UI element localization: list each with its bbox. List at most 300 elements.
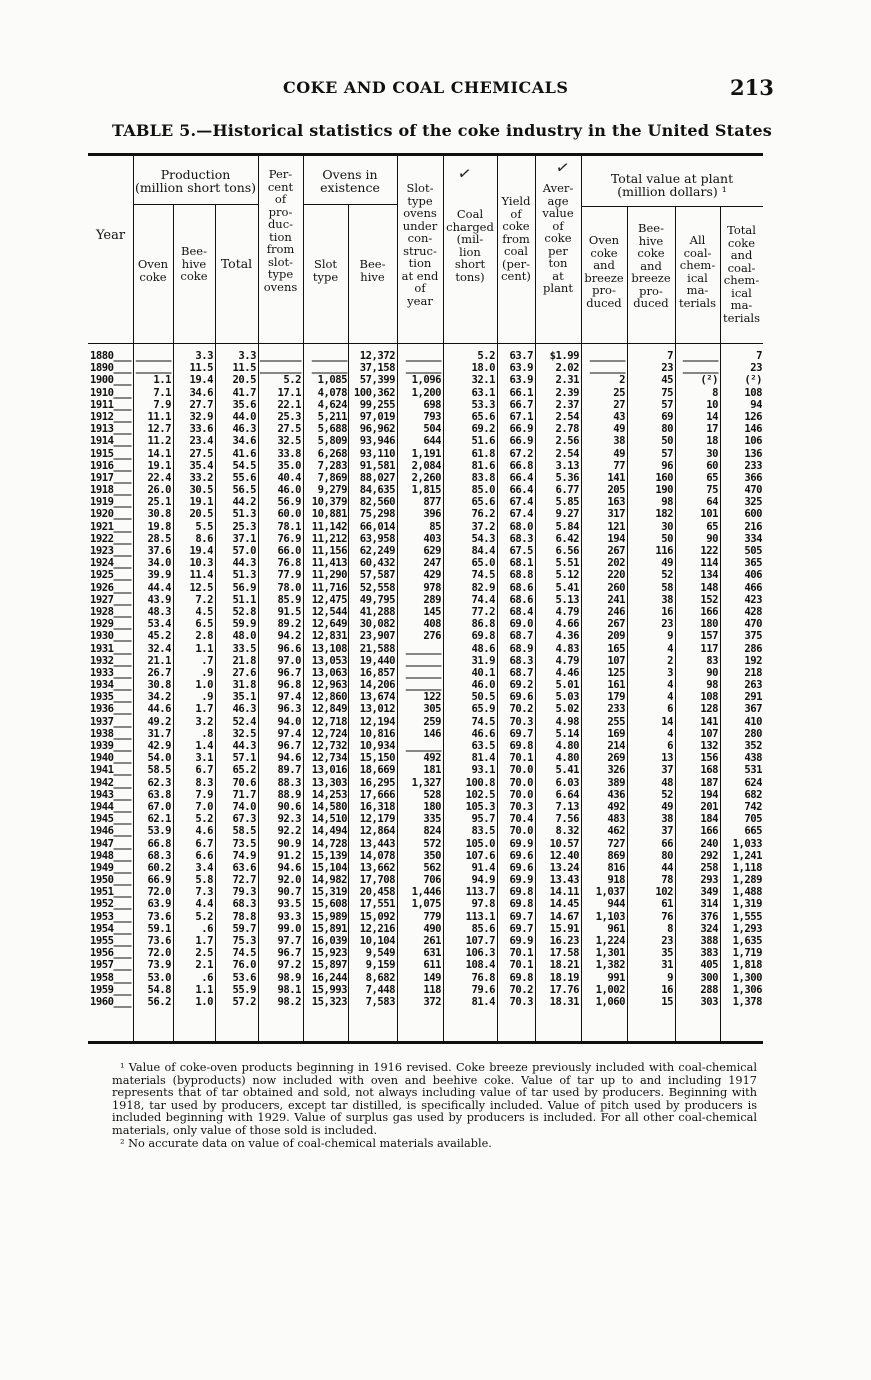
- year-cell: 1917___: [90, 471, 132, 484]
- oven-coke-cell: 21.1: [147, 654, 171, 667]
- oven-coke-cell: 60.2: [147, 861, 171, 874]
- yield-cell: 69.9: [509, 874, 533, 887]
- year-cell: 1923___: [90, 545, 132, 557]
- total-cell: 79.3: [232, 886, 256, 899]
- slot-under-construction-cell: 572: [423, 837, 441, 850]
- coal-charged-cell: 81.6: [471, 459, 495, 472]
- total-cell: 78.8: [232, 910, 256, 923]
- total-cell: 33.5: [232, 642, 256, 655]
- percent-slot-cell: 92.0: [277, 874, 301, 887]
- year-cell: 1912___: [90, 410, 132, 423]
- average-value-cell: 4.46: [555, 666, 579, 679]
- beehive-coke-cell: 32.9: [189, 410, 213, 423]
- oven-value-cell: 1,382: [595, 959, 625, 972]
- average-value-cell: 4.98: [555, 715, 579, 728]
- oven-coke-cell: 14.1: [147, 447, 171, 460]
- oven-value-cell: 991: [607, 971, 625, 984]
- total-cell: 27.6: [232, 666, 256, 679]
- total-value-cell: 375: [744, 630, 762, 643]
- total-value-cell: 94: [750, 398, 762, 411]
- oven-value-cell: 1,103: [595, 910, 625, 923]
- coal-charged-cell: 84.4: [471, 545, 495, 557]
- beehive-ovens-cell: 63,958: [359, 532, 395, 545]
- oven-coke-cell: 53.4: [147, 618, 171, 631]
- beehive-coke-cell: 12.5: [189, 581, 213, 594]
- average-value-cell: $1.99: [549, 350, 579, 362]
- year-cell: 1890___: [90, 362, 132, 375]
- oven-value-cell: 38: [613, 435, 625, 448]
- slot-ovens-cell: 1,085: [317, 374, 347, 387]
- beehive-coke-cell: 1.0: [195, 679, 213, 692]
- slot-under-construction-cell: 372: [423, 995, 441, 1008]
- total-value-cell: 406: [744, 569, 762, 582]
- chem-value-cell: 324: [700, 922, 718, 935]
- percent-slot-cell: 46.0: [277, 484, 301, 497]
- beehive-ovens-cell: 17,708: [359, 874, 395, 887]
- oven-coke-cell: 34.0: [147, 557, 171, 570]
- percent-slot-cell: 94.6: [277, 861, 301, 874]
- beehive-ovens-cell: 97,019: [359, 410, 395, 423]
- chem-value-cell: 156: [700, 752, 718, 765]
- total-cell: 73.5: [232, 837, 256, 850]
- coal-charged-cell: 65.6: [471, 410, 495, 423]
- oven-value-cell: 220: [607, 569, 625, 582]
- beehive-coke-cell: 34.6: [189, 386, 213, 399]
- oven-coke-cell: 28.5: [147, 532, 171, 545]
- oven-coke-column: [134, 350, 171, 1008]
- average-value-cell: 4.79: [555, 654, 579, 667]
- yield-cell: 68.4: [509, 605, 533, 618]
- slot-ovens-cell: 9,279: [317, 484, 347, 497]
- footnote-2: ² No accurate data on value of coal-chemical materials available.: [120, 1136, 492, 1150]
- total-cell: 65.2: [232, 764, 256, 777]
- chem-value-cell: (²): [700, 374, 718, 387]
- year-cell: 1937___: [90, 715, 132, 728]
- yield-cell: 68.3: [509, 654, 533, 667]
- chem-value-cell: 134: [700, 569, 718, 582]
- beehive-ovens-column: [349, 350, 395, 1008]
- average-value-cell: 17.58: [549, 947, 579, 960]
- total-value-cell: 742: [744, 800, 762, 813]
- oven-value-cell: 1,224: [595, 935, 625, 947]
- yield-cell: 66.1: [509, 386, 533, 399]
- yield-cell: 66.4: [509, 471, 533, 484]
- beehive-value-cell: 160: [655, 471, 673, 484]
- oven-value-cell: 165: [607, 642, 625, 655]
- oven-value-cell: 944: [607, 898, 625, 911]
- coal-charged-cell: 86.8: [471, 618, 495, 631]
- beehive-value-cell: 8: [667, 922, 673, 935]
- slot-ovens-cell: 13,303: [311, 776, 347, 789]
- year-cell: 1947___: [90, 837, 132, 850]
- percent-slot-cell: 97.4: [277, 727, 301, 740]
- beehive-coke-cell: 8.3: [195, 776, 213, 789]
- beehive-value-cell: 13: [661, 752, 673, 765]
- slot-ovens-cell: 15,104: [311, 861, 347, 874]
- beehive-value-cell: 38: [661, 813, 673, 826]
- year-cell: 1911___: [90, 398, 132, 411]
- total-cell: 57.1: [232, 752, 256, 765]
- oven-value-cell: 107: [607, 654, 625, 667]
- beehive-value-cell: 4: [667, 679, 673, 692]
- percent-slot-cell: 90.7: [277, 886, 301, 899]
- total-cell: 58.5: [232, 825, 256, 838]
- total-cell: 72.7: [232, 874, 256, 887]
- slot-ovens-cell: 12,963: [311, 679, 347, 692]
- percent-slot-cell: 25.3: [277, 410, 301, 423]
- coal-charged-cell: 69.2: [471, 423, 495, 436]
- oven-coke-cell: 66.9: [147, 874, 171, 887]
- oven-coke-cell: 48.3: [147, 605, 171, 618]
- percent-slot-cell: 98.2: [277, 995, 301, 1008]
- beehive-coke-cell: 33.2: [189, 471, 213, 484]
- yield-cell: 70.1: [509, 959, 533, 972]
- slot-ovens-cell: 4,078: [317, 386, 347, 399]
- beehive-ovens-cell: 57,399: [359, 374, 395, 387]
- coal-charged-cell: 105.3: [465, 800, 495, 813]
- yield-cell: 67.4: [509, 496, 533, 509]
- average-value-cell: 6.77: [555, 484, 579, 497]
- beehive-ovens-cell: 37,158: [359, 362, 395, 375]
- percent-slot-cell: _______: [259, 362, 301, 375]
- oven-coke-cell: 54.8: [147, 983, 171, 996]
- total-value-cell: 1,488: [732, 886, 762, 899]
- slot-ovens-cell: 12,724: [311, 727, 347, 740]
- average-value-cell: 5.02: [555, 703, 579, 716]
- slot-ovens-column: [304, 350, 347, 1008]
- slot-under-construction-cell: ______: [405, 666, 441, 679]
- slot-ovens-cell: 15,993: [311, 983, 347, 996]
- year-cell: 1914___: [90, 435, 132, 448]
- yield-cell: 70.0: [509, 825, 533, 838]
- beehive-value-cell: 9: [667, 630, 673, 643]
- average-value-cell: 18.19: [549, 971, 579, 984]
- yield-cell: 63.7: [509, 350, 533, 362]
- yield-cell: 70.1: [509, 947, 533, 960]
- total-value-cell: 1,319: [732, 898, 762, 911]
- beehive-coke-cell: 5.5: [195, 520, 213, 533]
- average-value-cell: 14.45: [549, 898, 579, 911]
- beehive-coke-cell: 3.3: [195, 350, 213, 362]
- slot-under-construction-cell: 631: [423, 947, 441, 960]
- total-cell: 55.6: [232, 471, 256, 484]
- beehive-value-cell: 45: [661, 374, 673, 387]
- oven-value-cell: 1,301: [595, 947, 625, 960]
- year-cell: 1952___: [90, 898, 132, 911]
- running-head: COKE AND COAL CHEMICALS: [283, 78, 569, 97]
- chem-value-cell: 303: [700, 995, 718, 1008]
- total-cell: 48.0: [232, 630, 256, 643]
- slot-under-construction-cell: 396: [423, 508, 441, 521]
- total-value-cell: 1,241: [732, 849, 762, 862]
- total-cell: 44.3: [232, 740, 256, 752]
- yield-cell: 70.4: [509, 813, 533, 826]
- slot-under-construction-cell: 149: [423, 971, 441, 984]
- beehive-coke-cell: .6: [201, 922, 213, 935]
- total-value-cell: 367: [744, 703, 762, 716]
- total-value-cell: 263: [744, 679, 762, 692]
- slot-ovens-cell: 11,156: [311, 545, 347, 557]
- oven-coke-cell: 72.0: [147, 886, 171, 899]
- oven-value-cell: 161: [607, 679, 625, 692]
- slot-ovens-cell: 13,053: [311, 654, 347, 667]
- oven-coke-cell: 59.1: [147, 922, 171, 935]
- table-top-rule: [88, 153, 763, 156]
- beehive-value-cell: 37: [661, 764, 673, 777]
- year-cell: 1880___: [90, 350, 132, 362]
- yield-cell: 69.9: [509, 935, 533, 947]
- total-cell: 51.3: [232, 508, 256, 521]
- coal-charged-cell: 61.8: [471, 447, 495, 460]
- beehive-coke-cell: 27.5: [189, 447, 213, 460]
- yield-cell: 67.1: [509, 410, 533, 423]
- oven-value-cell: 205: [607, 484, 625, 497]
- beehive-coke-cell: 6.7: [195, 837, 213, 850]
- beehive-ovens-cell: 18,669: [359, 764, 395, 777]
- coal-charged-cell: 63.1: [471, 386, 495, 399]
- coal-charged-column: [444, 350, 495, 1008]
- oven-coke-cell: 30.8: [147, 508, 171, 521]
- chem-value-cell: 8: [712, 386, 718, 399]
- chem-value-cell: 388: [700, 935, 718, 947]
- beehive-coke-cell: 1.0: [195, 995, 213, 1008]
- slot-ovens-cell: 15,139: [311, 849, 347, 862]
- beehive-ovens-cell: 100,362: [353, 386, 395, 399]
- total-cell: 52.8: [232, 605, 256, 618]
- beehive-ovens-cell: 93,946: [359, 435, 395, 448]
- header-beehive-ovens: Bee- hive: [359, 257, 386, 284]
- yield-cell: 68.7: [509, 666, 533, 679]
- beehive-coke-cell: 19.4: [189, 545, 213, 557]
- oven-coke-cell: 39.9: [147, 569, 171, 582]
- beehive-coke-cell: 5.2: [195, 813, 213, 826]
- total-value-cell: 438: [744, 752, 762, 765]
- slot-ovens-cell: 12,649: [311, 618, 347, 631]
- slot-ovens-cell: 15,323: [311, 995, 347, 1008]
- chem-value-cell: 98: [706, 679, 718, 692]
- beehive-ovens-cell: 8,682: [365, 971, 395, 984]
- chem-value-cell: 65: [706, 471, 718, 484]
- beehive-ovens-cell: 91,581: [359, 459, 395, 472]
- percent-slot-cell: 22.1: [277, 398, 301, 411]
- percent-slot-cell: 78.1: [277, 520, 301, 533]
- beehive-coke-cell: 33.6: [189, 423, 213, 436]
- header-percent-slot: Per- cent of pro- duc- tion from slot- type ovens: [263, 167, 298, 294]
- oven-value-cell: 1,060: [595, 995, 625, 1008]
- year-cell: 1924___: [90, 557, 132, 570]
- chem-value-cell: 64: [706, 496, 718, 509]
- beehive-ovens-cell: 7,448: [365, 983, 395, 996]
- beehive-coke-cell: 27.7: [189, 398, 213, 411]
- yield-cell: 69.6: [509, 849, 533, 862]
- total-cell: 51.1: [232, 593, 256, 606]
- beehive-ovens-cell: 9,549: [365, 947, 395, 960]
- percent-slot-cell: 85.9: [277, 593, 301, 606]
- slot-under-construction-cell: 180: [423, 800, 441, 813]
- beehive-coke-cell: 23.4: [189, 435, 213, 448]
- percent-slot-cell: 92.3: [277, 813, 301, 826]
- oven-value-cell: 462: [607, 825, 625, 838]
- coal-charged-cell: 65.9: [471, 703, 495, 716]
- total-value-cell: 280: [744, 727, 762, 740]
- coal-charged-cell: 85.6: [471, 922, 495, 935]
- slot-under-construction-cell: 490: [423, 922, 441, 935]
- coal-charged-cell: 95.7: [471, 813, 495, 826]
- beehive-ovens-cell: 16,857: [359, 666, 395, 679]
- total-cell: 25.3: [232, 520, 256, 533]
- beehive-ovens-cell: 12,372: [359, 350, 395, 362]
- average-value-cell: 2.56: [555, 435, 579, 448]
- slot-ovens-cell: 12,831: [311, 630, 347, 643]
- slot-ovens-cell: 14,253: [311, 788, 347, 801]
- percent-slot-cell: 94.2: [277, 630, 301, 643]
- yield-cell: 68.6: [509, 581, 533, 594]
- beehive-value-cell: 2: [667, 654, 673, 667]
- beehive-ovens-cell: 17,551: [359, 898, 395, 911]
- oven-value-cell: 255: [607, 715, 625, 728]
- slot-under-construction-cell: 528: [423, 788, 441, 801]
- slot-ovens-cell: 15,608: [311, 898, 347, 911]
- oven-coke-cell: 19.1: [147, 459, 171, 472]
- beehive-ovens-cell: 12,179: [359, 813, 395, 826]
- average-value-cell: 18.21: [549, 959, 579, 972]
- oven-coke-cell: 53.9: [147, 825, 171, 838]
- total-cell: 41.6: [232, 447, 256, 460]
- chem-value-cell: 122: [700, 545, 718, 557]
- beehive-coke-cell: 2.1: [195, 959, 213, 972]
- average-value-cell: 4.83: [555, 642, 579, 655]
- total-cell: 74.0: [232, 800, 256, 813]
- beehive-coke-cell: 2.5: [195, 947, 213, 960]
- average-value-cell: 5.03: [555, 691, 579, 704]
- beehive-coke-cell: 20.5: [189, 508, 213, 521]
- total-cell: 32.5: [232, 727, 256, 740]
- coal-charged-cell: 40.1: [471, 666, 495, 679]
- coal-charged-cell: 107.7: [465, 935, 495, 947]
- percent-slot-cell: 77.9: [277, 569, 301, 582]
- total-value-cell: 470: [744, 618, 762, 631]
- year-cell: 1921___: [90, 520, 132, 533]
- slot-under-construction-cell: 706: [423, 874, 441, 887]
- oven-value-cell: 1,037: [595, 886, 625, 899]
- header-coal-charged: Coal charged (mil- lion short tons): [446, 207, 494, 284]
- percent-slot-cell: 17.1: [277, 386, 301, 399]
- yield-cell: 69.0: [509, 618, 533, 631]
- beehive-coke-column: [174, 350, 213, 1008]
- slot-ovens-cell: 15,897: [311, 959, 347, 972]
- slot-ovens-cell: 11,290: [311, 569, 347, 582]
- year-column: [90, 350, 132, 1008]
- percent-slot-cell: 96.3: [277, 703, 301, 716]
- oven-coke-cell: 11.2: [147, 435, 171, 448]
- year-cell: 1919___: [90, 496, 132, 509]
- total-value-cell: 1,555: [732, 910, 762, 923]
- slot-ovens-cell: 4,624: [317, 398, 347, 411]
- beehive-coke-cell: 5.2: [195, 910, 213, 923]
- total-value-cell: (²): [744, 374, 762, 387]
- yield-cell: 69.8: [509, 971, 533, 984]
- total-value-cell: 505: [744, 545, 762, 557]
- yield-cell: 66.8: [509, 459, 533, 472]
- chem-value-cell: 108: [700, 691, 718, 704]
- beehive-coke-cell: 1.1: [195, 642, 213, 655]
- coal-charged-cell: 106.3: [465, 947, 495, 960]
- year-cell: 1928___: [90, 605, 132, 618]
- total-cell: 74.5: [232, 947, 256, 960]
- beehive-coke-cell: 19.4: [189, 374, 213, 387]
- oven-coke-cell: 67.0: [147, 800, 171, 813]
- coal-charged-cell: 74.5: [471, 569, 495, 582]
- year-cell: 1959___: [90, 983, 132, 996]
- chem-value-cell: 17: [706, 423, 718, 436]
- oven-coke-cell: 19.8: [147, 520, 171, 533]
- coal-charged-cell: 46.0: [471, 679, 495, 692]
- yield-cell: 68.7: [509, 630, 533, 643]
- percent-slot-cell: 92.2: [277, 825, 301, 838]
- chem-value-cell: 201: [700, 800, 718, 813]
- beehive-ovens-cell: 21,588: [359, 642, 395, 655]
- chem-value-cell: 300: [700, 971, 718, 984]
- percent-slot-cell: 76.8: [277, 557, 301, 570]
- total-value-cell: 1,118: [732, 861, 762, 874]
- beehive-coke-cell: 11.4: [189, 569, 213, 582]
- percent-slot-cell: 97.0: [277, 654, 301, 667]
- header-production-group: Production (million short tons): [134, 167, 257, 195]
- total-cell: 63.6: [232, 861, 256, 874]
- oven-value-cell: 209: [607, 630, 625, 643]
- average-value-cell: 6.64: [555, 788, 579, 801]
- production-group-rule: [133, 204, 258, 205]
- total-value-cell: 423: [744, 593, 762, 606]
- oven-value-cell: 727: [607, 837, 625, 850]
- total-cell: 41.7: [232, 386, 256, 399]
- header-ovens-group: Ovens in existence: [320, 167, 380, 195]
- oven-value-cell: 202: [607, 557, 625, 570]
- slot-ovens-cell: 12,732: [311, 740, 347, 752]
- chem-value-cell: 75: [706, 484, 718, 497]
- beehive-ovens-cell: 12,216: [359, 922, 395, 935]
- total-cell: 31.8: [232, 679, 256, 692]
- oven-coke-cell: 66.8: [147, 837, 171, 850]
- header-all-coal-chemical: All coal- chem- ical ma- terials: [678, 233, 717, 310]
- yield-cell: 66.4: [509, 484, 533, 497]
- percent-slot-cell: 66.0: [277, 545, 301, 557]
- slot-ovens-cell: 14,580: [311, 800, 347, 813]
- coal-charged-cell: 65.0: [471, 557, 495, 570]
- slot-ovens-cell: 5,211: [317, 410, 347, 423]
- value-group-rule: [581, 206, 763, 207]
- year-cell: 1927___: [90, 593, 132, 606]
- beehive-value-column: [628, 350, 673, 1008]
- percent-slot-cell: 91.2: [277, 849, 301, 862]
- beehive-coke-cell: .9: [201, 666, 213, 679]
- beehive-value-cell: 30: [661, 520, 673, 533]
- slot-under-construction-cell: 978: [423, 581, 441, 594]
- beehive-value-cell: 31: [661, 959, 673, 972]
- slot-ovens-cell: 7,283: [317, 459, 347, 472]
- total-cell: 71.7: [232, 788, 256, 801]
- average-value-cell: 6.56: [555, 545, 579, 557]
- chem-value-cell: 157: [700, 630, 718, 643]
- oven-coke-cell: 37.6: [147, 545, 171, 557]
- total-value-column: [721, 350, 762, 1008]
- total-cell: 57.0: [232, 545, 256, 557]
- total-value-cell: 108: [744, 386, 762, 399]
- oven-value-cell: 269: [607, 752, 625, 765]
- oven-coke-cell: 45.2: [147, 630, 171, 643]
- beehive-ovens-cell: 60,432: [359, 557, 395, 570]
- total-cell: 44.0: [232, 410, 256, 423]
